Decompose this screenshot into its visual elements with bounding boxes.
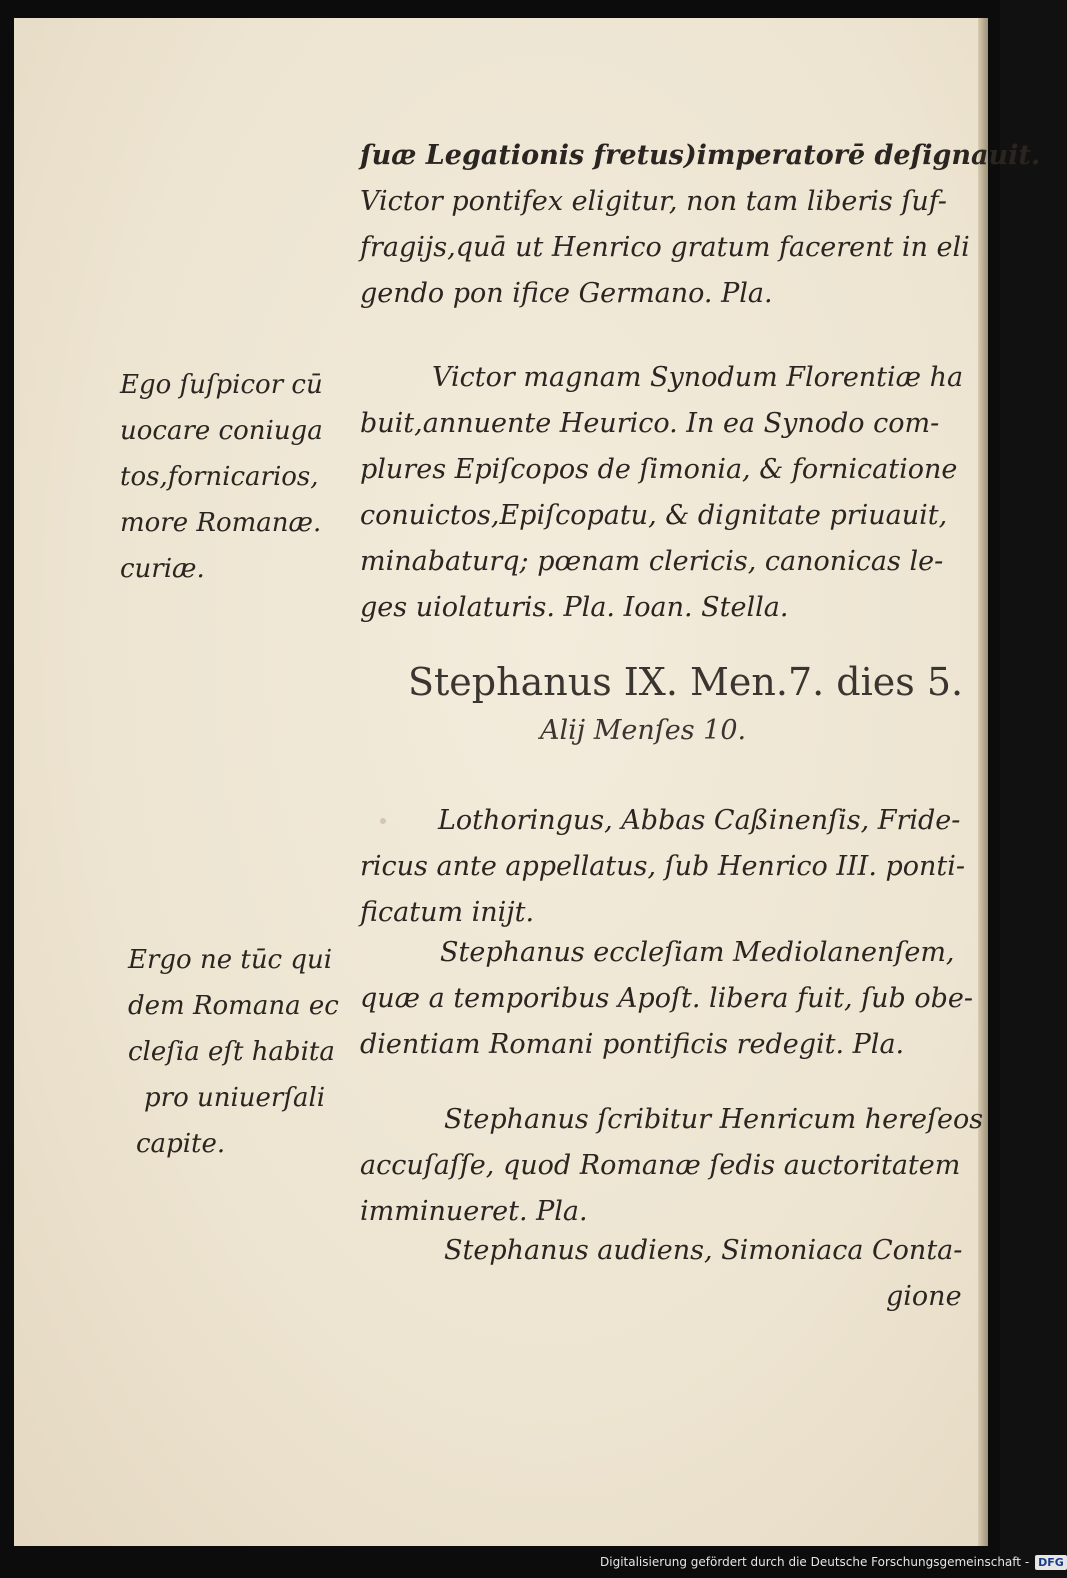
text-line: dientiam Romani pontificis redegit. Pla. (360, 1029, 905, 1060)
catchword: gione (886, 1281, 962, 1312)
margin-line: dem Romana ec (128, 991, 339, 1021)
text-line: gendo pon ifice Germano. Pla. (360, 278, 773, 309)
digitization-credit (600, 1552, 1067, 1572)
text-line: quæ a temporibus Apoſt. libera fuit, ſub obe- (360, 983, 974, 1014)
text-line: ricus ante appellatus, ſub Henrico III. ponti- (360, 851, 966, 882)
page-edge (978, 18, 988, 1546)
text-line: buit,annuente Heurico. In ea Synodo com- (360, 408, 940, 439)
text-line: ſuæ Legationis fretus)imperatorē deſignauit. (360, 140, 1041, 171)
text-line: ges uiolaturis. Pla. Ioan. Stella. (360, 592, 789, 623)
text-line: Stephanus audiens, Simoniaca Conta- (444, 1235, 963, 1266)
section-subheading: Alij Menſes 10. (540, 715, 747, 746)
text-line: Stephanus eccleſiam Mediolanenſem, (440, 937, 955, 968)
credit-text: Digitalisierung gefördert durch die Deutsche Forschungsgemeinschaft - (600, 1555, 1030, 1569)
text-line: plures Epiſcopos de ſimonia, & fornicatione (360, 454, 958, 485)
margin-line: uocare coniuga (120, 416, 323, 446)
margin-line: capite. (136, 1129, 226, 1159)
margin-line: cleſia eſt habita (128, 1037, 335, 1067)
margin-line: Ego ſuſpicor cū (120, 370, 323, 400)
text-line: conuictos,Epiſcopatu, & dignitate priuauit, (360, 500, 948, 531)
margin-line: tos,fornicarios, (120, 462, 319, 492)
text-line: minabaturq; pœnam clericis, canonicas le- (360, 546, 944, 577)
text-line: Victor magnam Synodum Florentiæ ha (432, 362, 964, 393)
text-line: ficatum inijt. (360, 897, 535, 928)
text-line: imminueret. Pla. (360, 1196, 588, 1227)
margin-line: more Romanæ. (120, 508, 322, 538)
text-line: Lothoringus, Abbas Caßinenſis, Fride- (438, 805, 961, 836)
dfg-logo-icon: DFG (1035, 1555, 1067, 1570)
margin-line: pro uniuerſali (144, 1083, 326, 1113)
section-heading: Stephanus IX. Men.7. dies 5. (408, 660, 964, 704)
text-line: fragijs,quā ut Henrico gratum facerent in eli (360, 232, 970, 263)
text-line: Victor pontifex eligitur, non tam liberis ſuf- (360, 186, 947, 217)
text-line: Stephanus ſcribitur Henricum hereſeos (444, 1104, 984, 1135)
text-line: accuſaſſe, quod Romanæ ſedis auctoritatem (360, 1150, 961, 1181)
margin-line: Ergo ne tūc qui (128, 945, 333, 975)
paper-fleck (380, 818, 386, 824)
margin-line: curiæ. (120, 554, 205, 584)
